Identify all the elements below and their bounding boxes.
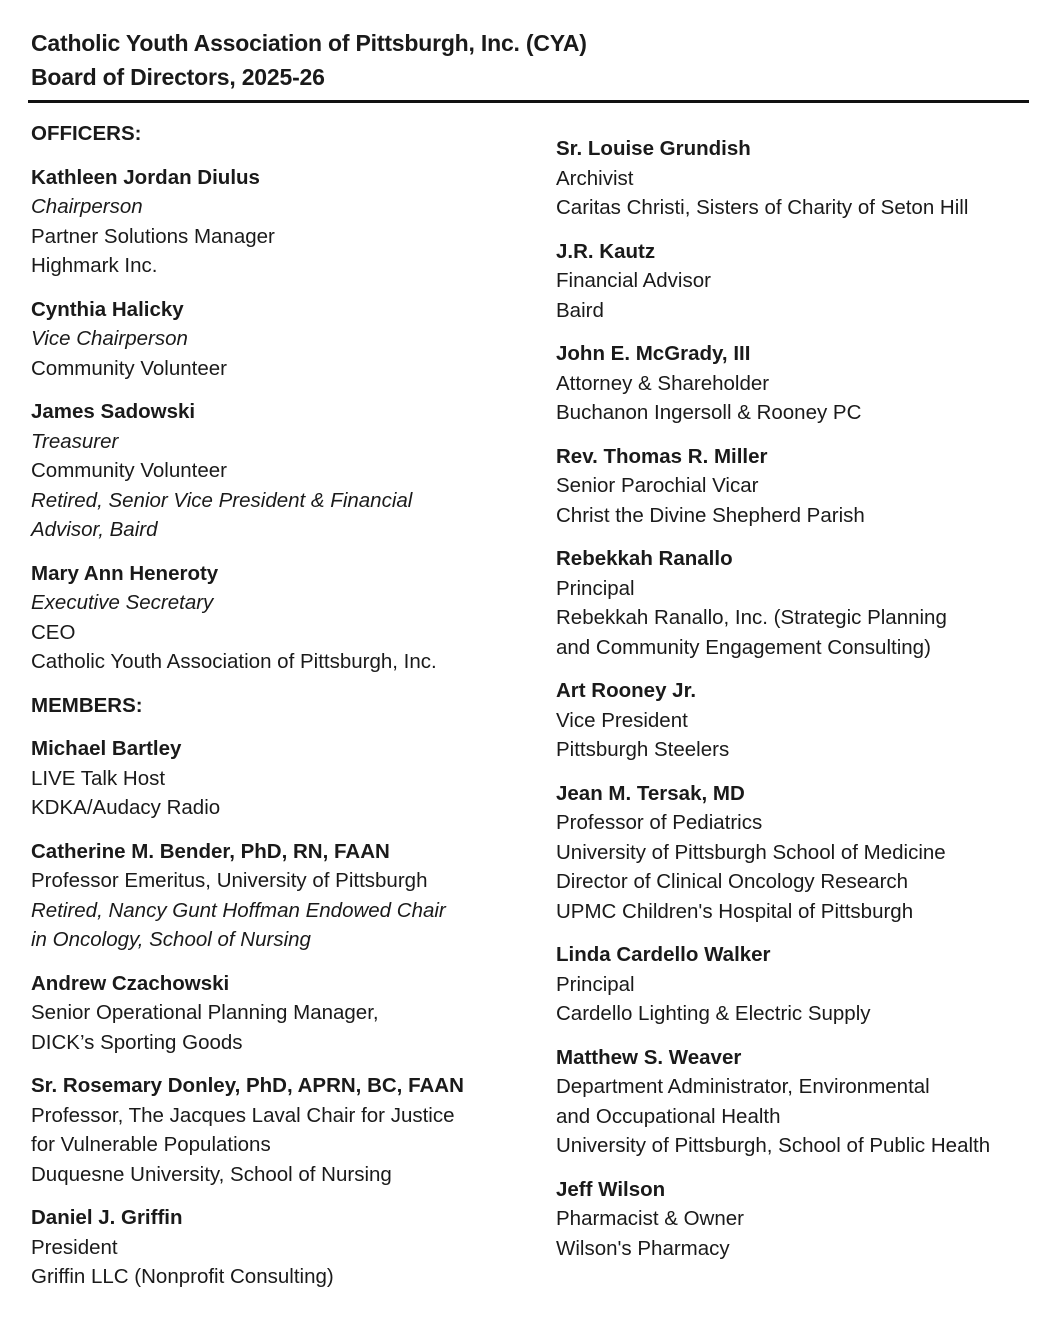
- member-note: Retired, Nancy Gunt Hoffman Endowed Chair: [31, 898, 446, 922]
- member-entry: [556, 339, 1056, 428]
- member-detail: University of Pittsburgh, School of Public Health: [556, 1134, 991, 1157]
- member-detail: Pharmacist & Owner: [556, 1207, 744, 1230]
- officer-name: Kathleen Jordan Diulus: [31, 165, 260, 189]
- right-column: [556, 134, 1056, 1277]
- officer-name: Cynthia Halicky: [31, 297, 184, 321]
- member-name: Catherine M. Bender, PhD, RN, FAAN: [31, 839, 390, 863]
- member-entry: [31, 1203, 536, 1292]
- member-detail: Professor Emeritus, University of Pittsburgh: [31, 869, 428, 892]
- member-detail: and Community Engagement Consulting): [556, 635, 931, 659]
- member-detail: Senior Parochial Vicar: [556, 474, 759, 497]
- officer-entry: [31, 397, 536, 545]
- member-detail: Director of Clinical Oncology Research: [556, 870, 909, 893]
- member-entry: [556, 442, 1056, 531]
- officer-detail: Highmark Inc.: [31, 254, 158, 277]
- member-name: John E. McGrady, III: [556, 342, 751, 365]
- member-detail: Duquesne University, School of Nursing: [31, 1162, 392, 1186]
- officer-entry: [31, 163, 536, 281]
- member-detail: Christ the Divine Shepherd Parish: [556, 503, 865, 527]
- member-entry: [556, 779, 1056, 927]
- member-entry: [556, 134, 1056, 223]
- member-name: Jean M. Tersak, MD: [556, 781, 745, 805]
- document-subtitle: Board of Directors, 2025-26: [31, 64, 325, 90]
- officer-role: Executive Secretary: [31, 591, 214, 614]
- officer-role: Treasurer: [31, 429, 119, 453]
- member-detail: Department Administrator, Environmental: [556, 1075, 930, 1098]
- member-detail: Griffin LLC (Nonprofit Consulting): [31, 1265, 334, 1288]
- officers-heading: OFFICERS:: [31, 122, 142, 145]
- member-entry: [31, 837, 536, 955]
- member-detail: University of Pittsburgh School of Medicine: [556, 840, 946, 864]
- officer-role: Chairperson: [31, 195, 143, 218]
- member-name: J.R. Kautz: [556, 239, 656, 263]
- member-detail: Pittsburgh Steelers: [556, 738, 730, 761]
- officer-entry: [31, 559, 536, 677]
- member-detail: Cardello Lighting & Electric Supply: [556, 1002, 871, 1025]
- officer-detail: Partner Solutions Manager: [31, 224, 275, 248]
- member-entry: [556, 676, 1056, 765]
- member-name: Andrew Czachowski: [31, 971, 230, 995]
- officer-detail: Community Volunteer: [31, 356, 227, 380]
- member-name: Sr. Rosemary Donley, PhD, APRN, BC, FAAN: [31, 1074, 464, 1097]
- document-title: Catholic Youth Association of Pittsburgh, Inc. (CYA): [31, 30, 587, 56]
- member-detail: Rebekkah Ranallo, Inc. (Strategic Planning: [556, 606, 947, 629]
- officer-detail: CEO: [31, 620, 76, 644]
- member-entry: [31, 734, 536, 823]
- member-detail: Vice President: [556, 708, 688, 732]
- member-entry: [556, 1175, 1056, 1264]
- member-detail: Caritas Christi, Sisters of Charity of Seton Hill: [556, 196, 969, 219]
- member-detail: Professor, The Jacques Laval Chair for Justice: [31, 1103, 455, 1127]
- officer-name: James Sadowski: [31, 400, 196, 423]
- member-detail: Professor of Pediatrics: [556, 811, 763, 834]
- member-name: Daniel J. Griffin: [31, 1206, 183, 1229]
- member-name: Jeff Wilson: [556, 1177, 666, 1201]
- member-detail: Senior Operational Planning Manager,: [31, 1001, 379, 1024]
- member-name: Michael Bartley: [31, 737, 182, 760]
- officer-detail: Community Volunteer: [31, 459, 227, 482]
- member-detail: Financial Advisor: [556, 269, 711, 292]
- officer-role: Vice Chairperson: [31, 327, 188, 350]
- member-entry: [31, 1071, 536, 1189]
- left-column: [31, 119, 536, 1306]
- member-entry: [556, 1043, 1056, 1161]
- member-entry: [556, 544, 1056, 662]
- member-name: Rev. Thomas R. Miller: [556, 444, 768, 468]
- member-detail: and Occupational Health: [556, 1104, 781, 1128]
- members-heading: MEMBERS:: [31, 693, 143, 717]
- member-entry: [31, 969, 536, 1058]
- member-detail: DICK’s Sporting Goods: [31, 1030, 243, 1054]
- member-detail: Baird: [556, 298, 604, 322]
- officer-note: Advisor, Baird: [31, 518, 158, 541]
- officer-note: Retired, Senior Vice President & Financial: [31, 488, 413, 512]
- member-detail: UPMC Children's Hospital of Pittsburgh: [556, 899, 914, 923]
- document-header: [31, 26, 1029, 94]
- header-divider: [28, 100, 1029, 103]
- member-detail: for Vulnerable Populations: [31, 1133, 271, 1156]
- member-note: in Oncology, School of Nursing: [31, 928, 311, 951]
- member-entry: [556, 940, 1056, 1029]
- member-detail: President: [31, 1235, 118, 1259]
- member-name: Linda Cardello Walker: [556, 943, 771, 966]
- member-name: Sr. Louise Grundish: [556, 137, 751, 160]
- member-detail: Wilson's Pharmacy: [556, 1236, 730, 1260]
- member-name: Rebekkah Ranallo: [556, 547, 733, 570]
- member-detail: Buchanon Ingersoll & Rooney PC: [556, 401, 862, 424]
- officer-name: Mary Ann Heneroty: [31, 561, 219, 585]
- member-name: Art Rooney Jr.: [556, 679, 697, 702]
- member-detail: Archivist: [556, 166, 634, 190]
- officer-entry: [31, 295, 536, 384]
- member-detail: Attorney & Shareholder: [556, 371, 770, 395]
- member-detail: KDKA/Audacy Radio: [31, 796, 221, 819]
- member-detail: Principal: [556, 972, 635, 996]
- member-name: Matthew S. Weaver: [556, 1045, 742, 1069]
- member-detail: LIVE Talk Host: [31, 766, 166, 790]
- officer-detail: Catholic Youth Association of Pittsburgh, Inc.: [31, 650, 437, 673]
- member-detail: Principal: [556, 576, 635, 600]
- member-entry: [556, 237, 1056, 326]
